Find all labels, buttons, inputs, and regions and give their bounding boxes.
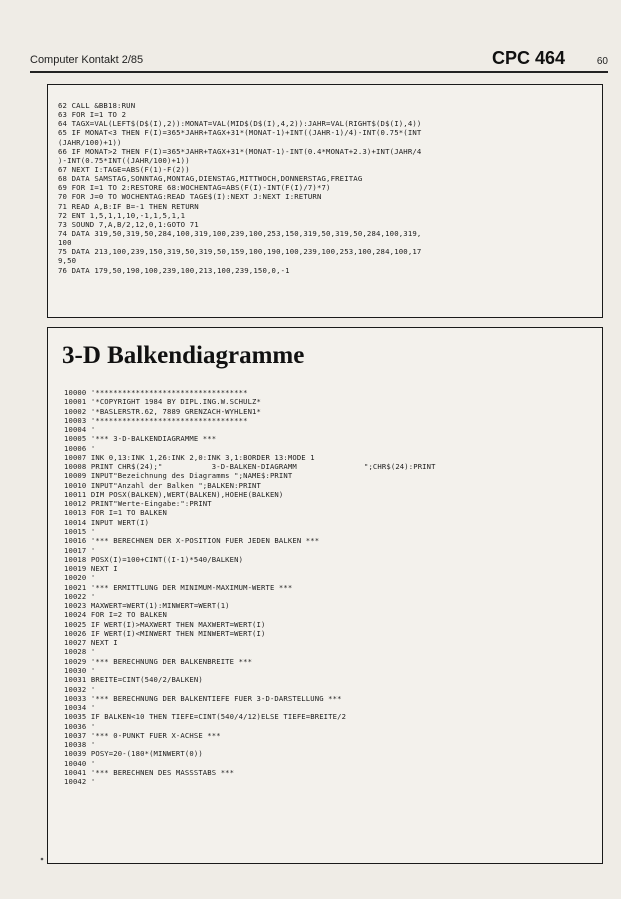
code-line: 10039 POSY=20-(180*(MINWERT(0)) <box>64 749 203 759</box>
code-line: 69 FOR I=1 TO 2:RESTORE 68:WOCHENTAG=ABS(F(I)-INT(F(I)/7)*7) <box>58 183 331 193</box>
code-line: 75 DATA 213,100,239,150,319,50,319,50,159,100,190,100,239,100,253,100,284,100,17 <box>58 247 422 257</box>
code-line: 10014 INPUT WERT(I) <box>64 517 150 527</box>
code-line: 100 <box>58 238 72 248</box>
code-line: 10034 ' <box>64 703 96 713</box>
code-line: 10016 '*** BERECHNEN DER X-POSITION FUER JEDEN BALKEN *** <box>64 536 320 546</box>
code-line: 10035 IF BALKEN<10 THEN TIEFE=CINT(540/4/12)ELSE TIEFE=BREITE/2 <box>64 712 347 722</box>
code-line: 76 DATA 179,50,190,100,239,100,213,100,239,150,0,-1 <box>58 265 290 275</box>
code-line: 10009 INPUT"Bezeichnung des Diagramms ";NAME$:PRINT <box>64 471 293 481</box>
code-line: 10027 NEXT I <box>64 638 118 648</box>
article-title: 3-D Balkendiagramme <box>62 342 305 369</box>
code-line: 10019 NEXT I <box>64 564 118 574</box>
code-line: 10029 '*** BERECHNUNG DER BALKENBREITE *** <box>64 656 253 666</box>
section-title: CPC 464 <box>492 48 566 68</box>
code-line: 10010 INPUT"Anzahl der Balken ";BALKEN:PRINT <box>64 480 261 490</box>
header-rule <box>30 71 608 73</box>
code-line: 10038 ' <box>64 740 96 750</box>
code-line: 10023 MAXWERT=WERT(1):MINWERT=WERT(1) <box>64 601 230 611</box>
code-listing-main <box>64 388 436 786</box>
listing-box-top <box>47 84 603 318</box>
code-line: 10015 ' <box>64 526 96 536</box>
code-line: 10002 '*BASLERSTR.62, 7889 GRENZACH-WYHLEN1* <box>64 406 261 416</box>
code-line: 10024 FOR I=2 TO BALKEN <box>64 610 167 620</box>
code-line: 10026 IF WERT(I)<MINWERT THEN MINWERT=WERT(I) <box>64 628 266 638</box>
code-line: 10041 '*** BERECHNEN DES MASSSTABS *** <box>64 767 235 777</box>
code-line: 70 FOR J=0 TO WOCHENTAG:READ TAGE$(I):NEXT J:NEXT I:RETURN <box>58 192 322 202</box>
code-line: 10037 '*** 0-PUNKT FUER X-ACHSE *** <box>64 730 221 740</box>
code-line: 10031 BREITE=CINT(540/2/BALKEN) <box>64 675 203 685</box>
code-line: 10030 ' <box>64 665 96 675</box>
code-line: 10017 ' <box>64 545 96 555</box>
code-line: 73 SOUND 7,A,B/2,12,0,1:GOTO 71 <box>58 219 199 229</box>
code-line: 10021 '*** ERMITTLUNG DER MINIMUM-MAXIMUM-WERTE *** <box>64 582 293 592</box>
code-line: 10020 ' <box>64 573 96 583</box>
code-line: 10004 ' <box>64 425 96 435</box>
page-number: 60 <box>596 56 608 67</box>
code-line: 66 IF MONAT>2 THEN F(I)=365*JAHR+TAGX+31*(MONAT-1)-INT(0.4*MONAT+2.3)+INT(JAHR/4 <box>58 146 422 156</box>
code-line: 62 CALL &BB18:RUN <box>58 101 136 110</box>
code-listing-top <box>58 101 421 275</box>
code-line: 10006 ' <box>64 443 96 453</box>
code-line: 65 IF MONAT<3 THEN F(I)=365*JAHR+TAGX+31*(MONAT-1)+INT((JAHR-1)/4)-INT(0.75*(INT <box>58 128 422 138</box>
code-line: 10042 ' <box>64 777 96 787</box>
code-line: 10003 '********************************** <box>64 415 248 425</box>
code-line: 64 TAGX=VAL(LEFT$(D$(I),2)):MONAT=VAL(MID$(D$(I),4,2)):JAHR=VAL(RIGHT$(D$(I),4)) <box>58 119 422 129</box>
code-line: 10011 DIM POSX(BALKEN),WERT(BALKEN),HOEHE(BALKEN) <box>64 489 284 499</box>
code-line: 10008 PRINT CHR$(24);" 3-D-BALKEN-DIAGRAMM ";CHR$(24):PRINT <box>64 462 436 472</box>
code-line: 10040 ' <box>64 758 96 768</box>
code-line: 72 ENT 1,5,1,1,10,-1,1,5,1,1 <box>58 210 186 220</box>
code-line: 10005 '*** 3-D-BALKENDIAGRAMME *** <box>64 434 217 444</box>
code-line: 10032 ' <box>64 684 96 694</box>
margin-hole-mark <box>38 849 52 863</box>
code-line: 68 DATA SAMSTAG,SONNTAG,MONTAG,DIENSTAG,MITTWOCH,DONNERSTAG,FREITAG <box>58 174 363 184</box>
magazine-issue: Computer Kontakt 2/85 <box>30 54 144 66</box>
code-line: 9,50 <box>58 256 77 266</box>
code-line: )-INT(0.75*INT((JAHR/100)+1)) <box>58 155 190 165</box>
code-line: 10025 IF WERT(I)>MAXWERT THEN MAXWERT=WERT(I) <box>64 619 266 629</box>
code-line: 74 DATA 319,50,319,50,284,100,319,100,239,100,253,150,319,50,319,50,284,100,319, <box>58 228 422 238</box>
code-line: 67 NEXT I:TAGE=ABS(F(1)-F(2)) <box>58 164 190 174</box>
code-line: 10028 ' <box>64 647 96 657</box>
code-line: 10018 POSX(I)=100+CINT((I-1)*540/BALKEN) <box>64 554 244 564</box>
code-line: 10000 '********************************** <box>64 388 248 397</box>
code-line: 10036 ' <box>64 721 96 731</box>
code-line: 10007 INK 0,13:INK 1,26:INK 2,0:INK 3,1:BORDER 13:MODE 1 <box>64 452 315 462</box>
code-line: (JAHR/100)+1)) <box>58 137 122 147</box>
page-header <box>30 48 608 70</box>
code-line: 10001 '*COPYRIGHT 1984 BY DIPL.ING.W.SCHULZ* <box>64 397 261 407</box>
code-line: 10022 ' <box>64 591 96 601</box>
code-line: 10012 PRINT"Werte-Eingabe:":PRINT <box>64 499 212 509</box>
code-line: 10013 FOR I=1 TO BALKEN <box>64 508 167 518</box>
code-line: 10033 '*** BERECHNUNG DER BALKENTIEFE FUER 3-D-DARSTELLUNG *** <box>64 693 342 703</box>
article-box <box>47 327 603 864</box>
code-line: 71 READ A,B:IF B=-1 THEN RETURN <box>58 201 199 211</box>
code-line: 63 FOR I=1 TO 2 <box>58 110 127 120</box>
